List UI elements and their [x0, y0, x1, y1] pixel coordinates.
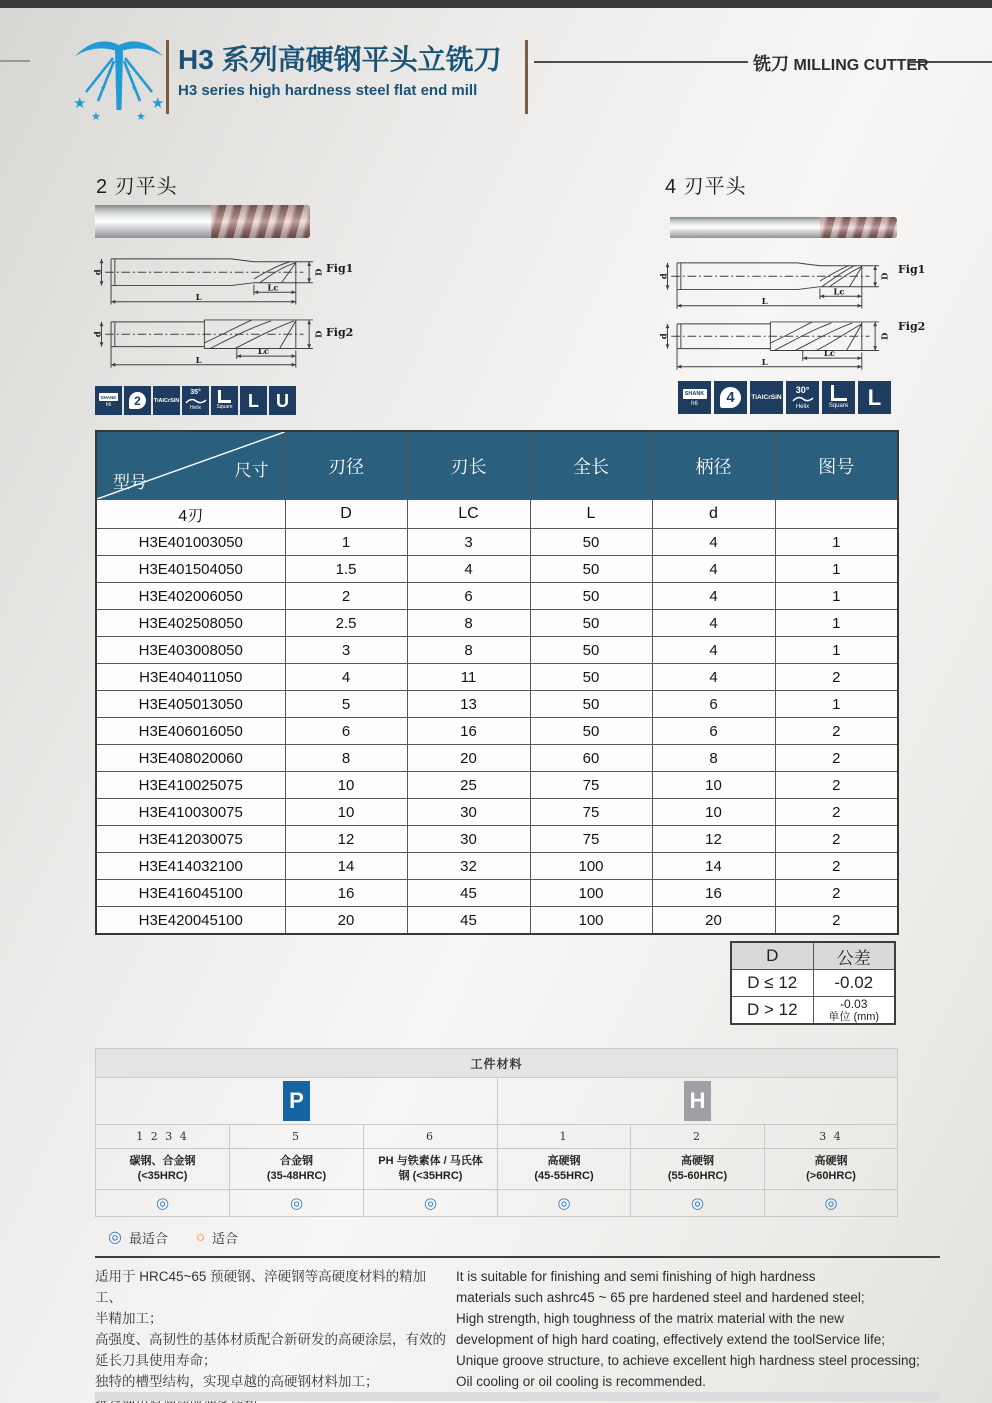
svg-text:★: ★: [151, 94, 165, 112]
spec-cell: 6: [652, 718, 775, 745]
helix-badge-icon: 30° Helix: [786, 381, 819, 414]
spec-cell: 16: [285, 880, 407, 907]
description-line: development of high hard coating, effectively extend the toolService life;: [456, 1332, 886, 1347]
svg-text:d: d: [93, 269, 104, 276]
material-icons-row: [96, 1190, 898, 1217]
spec-cell: 6: [652, 691, 775, 718]
spec-cell: 10: [285, 772, 407, 799]
spec-cell: 2: [775, 907, 898, 935]
helix-badge-icon: 35° Helix: [182, 386, 209, 415]
spec-cell: 2: [775, 664, 898, 691]
description-line: 半精加工；: [95, 1311, 163, 1326]
spec-subheader-L: L: [530, 500, 652, 529]
spec-row: [96, 583, 898, 610]
best-fit-icon: ◎: [289, 1194, 304, 1212]
spec-cell: 25: [407, 772, 530, 799]
spec-cell: 1.5: [285, 556, 407, 583]
svg-text:d: d: [659, 273, 670, 280]
coating-badge-icon: TiAlCrSiN: [750, 381, 783, 414]
svg-text:D: D: [314, 330, 325, 338]
svg-text:★: ★: [91, 110, 101, 123]
iso-p-group-badge: P: [283, 1081, 310, 1121]
spec-cell: 5: [285, 691, 407, 718]
material-fit-cell: [765, 1190, 898, 1217]
svg-text:d: d: [93, 331, 104, 338]
spec-cell: H3E408020060: [96, 745, 285, 772]
description-line: materials such ashrc45 ~ 65 pre hardened steel and hardened steel;: [456, 1290, 865, 1305]
material-fit-cell: [96, 1190, 230, 1217]
material-fit-cell: [631, 1190, 765, 1217]
letter-badge-icon: L: [858, 381, 891, 414]
svg-text:Lc: Lc: [257, 347, 270, 358]
photo-flutes: [211, 205, 310, 238]
spec-cell: 75: [530, 826, 652, 853]
top-bar: [0, 0, 992, 8]
material-num-cell: 1: [498, 1125, 631, 1149]
spec-cell: H3E412030075: [96, 826, 285, 853]
spec-cell: H3E420045100: [96, 907, 285, 935]
spec-cell: 2: [775, 880, 898, 907]
tolerance-value-small: -0.03: [840, 996, 868, 1011]
spec-cell: H3E402508050: [96, 610, 285, 637]
spec-header-cutter-dia: 刃径: [285, 431, 407, 500]
photo-shank: [670, 217, 820, 238]
spec-cell: 11: [407, 664, 530, 691]
spec-cell: 1: [775, 610, 898, 637]
tolerance-row: [731, 997, 895, 1025]
best-fit-icon: ◎: [690, 1194, 705, 1212]
svg-text:D: D: [880, 272, 891, 280]
tolerance-cond: D > 12: [731, 997, 813, 1025]
shank-badge-icon: SHANK h6: [95, 386, 122, 415]
spec-cell: H3E404011050: [96, 664, 285, 691]
spec-cell: 8: [407, 610, 530, 637]
spec-cell: 16: [407, 718, 530, 745]
page-subtitle: H3 series high hardness steel flat end mill: [178, 82, 478, 99]
svg-text:L: L: [761, 357, 768, 368]
category-label: [753, 50, 929, 76]
best-fit-label: 最适合: [128, 1230, 168, 1246]
material-title: 工件材料: [96, 1049, 898, 1078]
tolerance-cond: D ≤ 12: [731, 970, 813, 997]
end-mill-photo-4-flute: [670, 217, 897, 238]
spec-row: [96, 799, 898, 826]
spec-subheader-D: D: [285, 500, 407, 529]
spec-cell: H3E402006050: [96, 583, 285, 610]
spec-cell: 2: [775, 745, 898, 772]
tolerance-value: [813, 997, 895, 1025]
spec-cell: 4: [285, 664, 407, 691]
spec-cell: 12: [285, 826, 407, 853]
svg-text:★: ★: [136, 110, 146, 123]
spec-cell: H3E406016050: [96, 718, 285, 745]
shank-badge-icon: SHANK h6: [678, 381, 711, 414]
svg-text:★: ★: [131, 84, 138, 92]
spec-subheader-blank: [775, 500, 898, 529]
material-nums-row: [96, 1125, 898, 1149]
category-label-en: MILLING CUTTER: [793, 57, 929, 74]
spec-cell: 8: [407, 637, 530, 664]
material-num-cell: 3 4: [765, 1125, 898, 1149]
spec-cell: 10: [652, 772, 775, 799]
spec-row: [96, 745, 898, 772]
material-names-row: [96, 1149, 898, 1190]
iso-h-group-badge: H: [684, 1081, 711, 1121]
square-badge-icon: Square: [211, 386, 238, 415]
header-rule-mid: [534, 61, 748, 63]
spec-cell: 50: [530, 556, 652, 583]
spec-cell: 100: [530, 880, 652, 907]
tolerance-unit-note: 单位 (mm): [828, 1010, 880, 1023]
legend-fit: [196, 1228, 238, 1247]
spec-header-row: [96, 431, 898, 500]
spec-row: [96, 637, 898, 664]
material-group-h-cell: [498, 1078, 898, 1125]
feature-badges-4-flute: [678, 381, 891, 414]
tolerance-header-tol: 公差: [813, 942, 895, 970]
tolerance-header-d: D: [731, 942, 813, 970]
material-name-cell: 碳钢、合金钢 (<35HRC): [96, 1149, 230, 1190]
spec-cell: 75: [530, 772, 652, 799]
description-line: 适用于 HRC45~65 预硬钢、淬硬钢等高硬度材料的精加工、: [95, 1269, 427, 1305]
description-line: 高强度、高韧性的基体材质配合新研发的高硬涂层，有效的: [95, 1332, 446, 1347]
spec-cell: H3E410025075: [96, 772, 285, 799]
spec-cell: 2: [775, 799, 898, 826]
photo-flutes: [820, 217, 897, 238]
spec-row: [96, 772, 898, 799]
spec-header-overall-length: 全长: [530, 431, 652, 500]
section-4-flute-label: 4 刃平头: [665, 176, 747, 198]
spec-cell: 30: [407, 799, 530, 826]
material-num-cell: 6: [364, 1125, 498, 1149]
spec-header-fig-no: 图号: [775, 431, 898, 500]
spec-row: [96, 907, 898, 935]
description-line: 延长刀具使用寿命；: [95, 1353, 217, 1368]
category-label-cn: 铣刀: [753, 54, 789, 74]
spec-row: [96, 826, 898, 853]
material-fit-cell: [364, 1190, 498, 1217]
spec-cell: 100: [530, 853, 652, 880]
tolerance-header-row: [731, 942, 895, 970]
spec-table-container: [95, 430, 899, 935]
spec-cell: H3E414032100: [96, 853, 285, 880]
svg-text:Lc: Lc: [823, 349, 836, 360]
spec-row: [96, 529, 898, 556]
spec-cell: 50: [530, 691, 652, 718]
spec-cell: H3E401504050: [96, 556, 285, 583]
spec-row: [96, 718, 898, 745]
spec-table: [95, 430, 899, 935]
spec-cell: 2: [775, 826, 898, 853]
spec-cell: 10: [285, 799, 407, 826]
material-num-cell: 5: [230, 1125, 364, 1149]
feature-badges-2-flute: [95, 386, 296, 415]
spec-cell: H3E405013050: [96, 691, 285, 718]
fig1-label: Fig1: [898, 263, 926, 276]
spec-cell: 10: [652, 799, 775, 826]
material-name-cell: 高硬钢 (>60HRC): [765, 1149, 898, 1190]
description-line: Oil cooling or oil cooling is recommended.: [456, 1374, 706, 1389]
spec-subheader-LC: LC: [407, 500, 530, 529]
best-fit-icon: ◎: [423, 1194, 438, 1212]
drawing-2-flute-fig2: [92, 308, 332, 370]
svg-text:L: L: [761, 296, 768, 307]
spec-cell: 30: [407, 826, 530, 853]
svg-text:L: L: [195, 355, 202, 366]
svg-text:Lc: Lc: [833, 287, 845, 298]
tolerance-table-container: [730, 941, 896, 1025]
best-fit-icon: ◎: [155, 1194, 170, 1212]
svg-text:L: L: [195, 292, 202, 303]
letter-badge-icon: U: [269, 386, 296, 415]
description-line: High strength, high toughness of the matrix material with the new: [456, 1311, 844, 1326]
coating-badge-icon: TiAlCrSiN: [153, 386, 180, 415]
tolerance-value: -0.02: [813, 970, 895, 997]
spec-cell: 1: [775, 556, 898, 583]
spec-cell: 20: [652, 907, 775, 935]
spec-cell: 14: [285, 853, 407, 880]
svg-text:★: ★: [126, 69, 132, 76]
spec-cell: 4: [652, 556, 775, 583]
material-table-container: [95, 1048, 898, 1217]
spec-cell: 14: [652, 853, 775, 880]
spec-row: [96, 691, 898, 718]
spec-cell: 2: [775, 853, 898, 880]
photo-shank: [95, 205, 211, 238]
fit-label: 适合: [212, 1230, 239, 1246]
description-line: Unique groove structure, to achieve excellent high hardness steel processing;: [456, 1353, 920, 1368]
spec-cell: 2.5: [285, 610, 407, 637]
spec-table-body: [96, 500, 898, 935]
spec-cell: 3: [285, 637, 407, 664]
svg-text:★: ★: [100, 84, 107, 92]
description-line: 独特的槽型结构，实现卓越的高硬钢材料加工；: [95, 1374, 379, 1389]
svg-text:Lc: Lc: [267, 283, 279, 294]
spec-cell: 4: [652, 529, 775, 556]
material-name-cell: 高硬钢 (45-55HRC): [498, 1149, 631, 1190]
spec-cell: 4: [652, 664, 775, 691]
best-fit-icon: ◎: [557, 1194, 571, 1212]
description-line: It is suitable for finishing and semi finishing of high hardness: [456, 1269, 816, 1284]
svg-text:D: D: [880, 332, 891, 340]
spec-cell: 50: [530, 718, 652, 745]
spec-cell: 50: [530, 637, 652, 664]
spec-cell: 8: [285, 745, 407, 772]
spec-cell: 4: [407, 556, 530, 583]
description-divider: [95, 1256, 940, 1258]
spec-header-shank-dia: 柄径: [652, 431, 775, 500]
material-title-row: [96, 1049, 898, 1078]
spec-subheader-flutes: 4刃: [96, 500, 285, 529]
spec-header-model: 型号: [113, 473, 147, 492]
spec-cell: 1: [775, 583, 898, 610]
suitability-legend: [108, 1227, 238, 1247]
spec-cell: 1: [285, 529, 407, 556]
spec-cell: 12: [652, 826, 775, 853]
spec-cell: 50: [530, 583, 652, 610]
spec-cell: 45: [407, 880, 530, 907]
spec-cell: 4: [652, 610, 775, 637]
spec-cell: 20: [407, 745, 530, 772]
end-mill-photo-2-flute: [95, 205, 310, 238]
spec-cell: H3E403008050: [96, 637, 285, 664]
spec-cell: 45: [407, 907, 530, 935]
spec-cell: 1: [775, 691, 898, 718]
spec-cell: H3E416045100: [96, 880, 285, 907]
spec-cell: 50: [530, 610, 652, 637]
description-en: [456, 1266, 942, 1392]
spec-header-flute-length: 刃长: [407, 431, 530, 500]
spec-subheader-d: d: [652, 500, 775, 529]
square-badge-icon: Square: [822, 381, 855, 414]
svg-text:★: ★: [107, 69, 113, 76]
material-num-cell: 1 2 3 4: [96, 1125, 230, 1149]
header-rule-left: [0, 60, 30, 62]
spec-cell: 2: [775, 718, 898, 745]
spec-cell: 13: [407, 691, 530, 718]
spec-cell: 3: [407, 529, 530, 556]
drawing-4-flute-fig1: [658, 250, 898, 312]
flute-badge-icon: 2: [124, 386, 151, 415]
material-group-row: [96, 1078, 898, 1125]
drawing-2-flute-fig1: [92, 246, 332, 308]
material-fit-cell: [498, 1190, 631, 1217]
spec-cell: 4: [652, 583, 775, 610]
footer-bar: [95, 1392, 940, 1401]
svg-text:★: ★: [73, 94, 87, 112]
best-fit-icon: ◎: [108, 1229, 122, 1246]
material-table: [95, 1048, 898, 1217]
spec-row: [96, 610, 898, 637]
best-fit-icon: ◎: [824, 1194, 838, 1212]
fit-icon: ○: [195, 1228, 206, 1246]
spec-cell: 100: [530, 907, 652, 935]
material-fit-cell: [230, 1190, 364, 1217]
spec-cell: 20: [285, 907, 407, 935]
spec-cell: 16: [652, 880, 775, 907]
tolerance-table: [730, 941, 896, 1025]
page-title: H3 系列高硬钢平头立铣刀: [178, 44, 502, 75]
spec-header-model-size: [96, 431, 285, 500]
material-num-cell: 2: [631, 1125, 765, 1149]
spec-cell: 1: [775, 529, 898, 556]
fig1-label: Fig1: [326, 262, 354, 275]
brand-logo-icon: [60, 30, 178, 125]
spec-header-size: 尺寸: [234, 461, 269, 480]
spec-cell: 32: [407, 853, 530, 880]
spec-row: [96, 664, 898, 691]
spec-cell: 4: [652, 637, 775, 664]
svg-text:d: d: [659, 333, 670, 340]
flute-badge-icon: 4: [714, 381, 747, 414]
section-2-flute-label: 2 刃平头: [96, 176, 178, 198]
fig2-label: Fig2: [898, 320, 926, 333]
page-title-block: [166, 40, 528, 114]
spec-cell: 60: [530, 745, 652, 772]
spec-cell: 2: [775, 772, 898, 799]
spec-cell: H3E410030075: [96, 799, 285, 826]
spec-cell: 8: [652, 745, 775, 772]
spec-row: [96, 853, 898, 880]
spec-cell: 6: [407, 583, 530, 610]
letter-badge-icon: L: [240, 386, 267, 415]
fig2-label: Fig2: [326, 326, 354, 339]
material-name-cell: PH 与铁素体 / 马氏体 钢 (<35HRC): [364, 1149, 498, 1190]
description-cn: [95, 1266, 453, 1403]
svg-text:D: D: [314, 268, 325, 276]
spec-cell: H3E401003050: [96, 529, 285, 556]
spec-cell: 6: [285, 718, 407, 745]
material-group-p-cell: [96, 1078, 498, 1125]
spec-cell: 2: [285, 583, 407, 610]
spec-cell: 50: [530, 664, 652, 691]
spec-row: [96, 880, 898, 907]
spec-cell: 1: [775, 637, 898, 664]
tolerance-row: [731, 970, 895, 997]
spec-cell: 75: [530, 799, 652, 826]
spec-row: [96, 556, 898, 583]
spec-cell: 50: [530, 529, 652, 556]
material-name-cell: 高硬钢 (55-60HRC): [631, 1149, 765, 1190]
spec-subheader-row: [96, 500, 898, 529]
material-name-cell: 合金钢 (35-48HRC): [230, 1149, 364, 1190]
legend-best-fit: [108, 1227, 168, 1247]
drawing-4-flute-fig2: [658, 310, 898, 372]
